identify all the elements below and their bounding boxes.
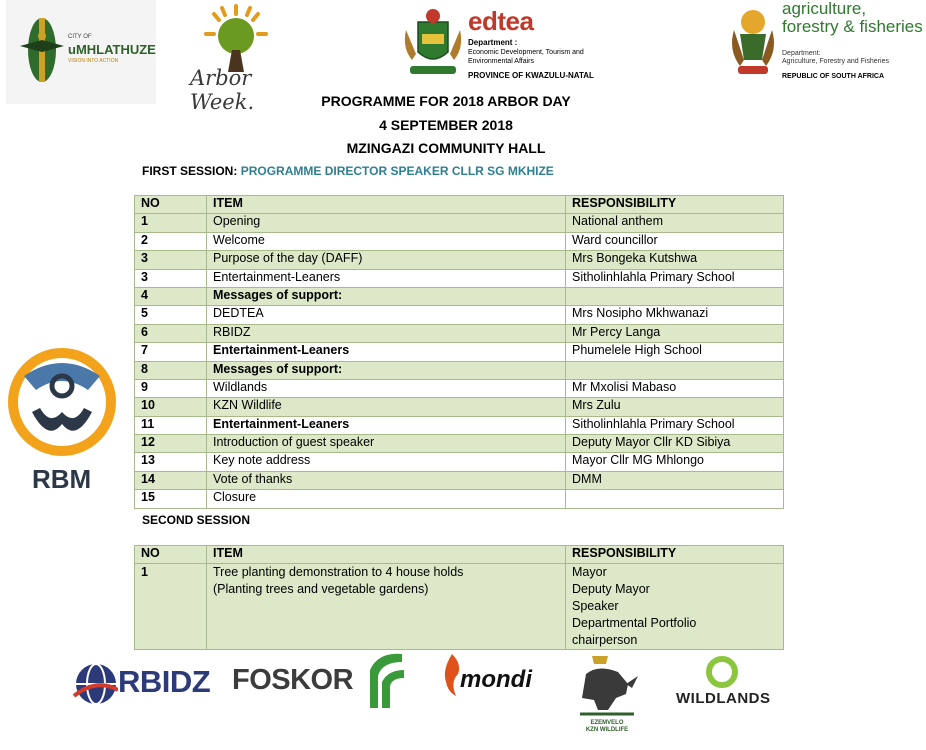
- wildlands-ring-icon: [676, 654, 776, 690]
- rbm-emblem-icon: [4, 346, 122, 464]
- row-responsibility: Mr Mxolisi Mabaso: [566, 379, 784, 397]
- responsibility-line: Deputy Mayor: [572, 582, 650, 597]
- globe-icon: [72, 656, 118, 712]
- table-row: [135, 398, 784, 416]
- programme-director: PROGRAMME DIRECTOR SPEAKER CLLR SG MKHIZE: [240, 164, 554, 178]
- row-item-line: (Planting trees and vegetable gardens): [213, 582, 429, 597]
- table-row: [135, 343, 784, 361]
- table-row: [135, 416, 784, 434]
- row-item: Entertainment-Leaners: [207, 416, 566, 434]
- umhlathuze-name: uMHLATHUZE: [68, 42, 156, 57]
- row-item-line: Tree planting demonstration to 4 house holds: [213, 565, 464, 580]
- second-session-table: [134, 545, 784, 650]
- table-row: [135, 251, 784, 269]
- column-header-responsibility: RESPONSIBILITY: [566, 196, 784, 214]
- rbm-text: RBM: [32, 464, 92, 494]
- row-responsibility: Ward councillor: [566, 232, 784, 250]
- row-responsibility: [566, 564, 784, 650]
- row-no: 12: [135, 435, 207, 453]
- row-responsibility: Mrs Bongeka Kutshwa: [566, 251, 784, 269]
- row-no: 14: [135, 471, 207, 489]
- umhlathuze-logo: [6, 0, 156, 104]
- row-responsibility: DMM: [566, 471, 784, 489]
- row-item: Purpose of the day (DAFF): [207, 251, 566, 269]
- row-responsibility: National anthem: [566, 214, 784, 232]
- first-session-label: FIRST SESSION:: [142, 164, 238, 178]
- first-session-table: [134, 195, 784, 509]
- row-item: Entertainment-Leaners: [207, 269, 566, 287]
- column-header-no: NO: [135, 546, 207, 564]
- responsibility-line: Speaker: [572, 599, 619, 614]
- sun-tree-icon: [188, 2, 320, 72]
- edtea-department-name: Economic Development, Tourism and Environmental Affairs: [468, 49, 584, 65]
- programme-title: PROGRAMME FOR 2018 ARBOR DAY: [321, 93, 571, 109]
- daff-department: [782, 50, 922, 66]
- column-header-responsibility: RESPONSIBILITY: [566, 546, 784, 564]
- row-no: 3: [135, 269, 207, 287]
- row-responsibility: [566, 287, 784, 305]
- row-responsibility: Mayor Cllr MG Mhlongo: [566, 453, 784, 471]
- table-row: [135, 453, 784, 471]
- foskor-logo: [230, 650, 408, 712]
- daff-logo: [726, 0, 924, 84]
- edtea-department-label: Department :: [468, 38, 518, 47]
- row-no: 1: [135, 564, 207, 650]
- table-row: [135, 564, 784, 650]
- daff-title-line2: forestry & fisheries: [782, 17, 923, 36]
- row-item: Messages of support:: [207, 361, 566, 379]
- ezemvelo-subtitle: KZN WILDLIFE: [585, 727, 629, 733]
- row-item: Introduction of guest speaker: [207, 435, 566, 453]
- umhlathuze-tagline: VISION INTO ACTION: [68, 58, 119, 64]
- row-item: DEDTEA: [207, 306, 566, 324]
- rbidz-logo: [72, 656, 217, 712]
- mondi-logo: [440, 652, 540, 702]
- foskor-leaf-icon: [230, 650, 408, 712]
- ezemvelo-text: [572, 720, 642, 734]
- row-item: [207, 564, 566, 650]
- wildlands-logo: [676, 654, 776, 710]
- rbidz-text: RBIDZ: [118, 664, 211, 699]
- ezemvelo-logo: [568, 654, 646, 740]
- column-header-item: ITEM: [207, 196, 566, 214]
- daff-title: [782, 0, 923, 36]
- row-no: 10: [135, 398, 207, 416]
- first-session-heading: [142, 164, 554, 178]
- row-responsibility: Phumelele High School: [566, 343, 784, 361]
- row-responsibility: Sitholinhlahla Primary School: [566, 269, 784, 287]
- wildlands-text: WILDLANDS: [676, 690, 771, 707]
- daff-department-label: Department:: [782, 50, 821, 57]
- column-header-item: ITEM: [207, 546, 566, 564]
- row-item: Opening: [207, 214, 566, 232]
- foskor-text: FOSKOR: [232, 664, 354, 696]
- row-item: Key note address: [207, 453, 566, 471]
- table-row: [135, 269, 784, 287]
- ezemvelo-name: EZEMVELO: [590, 720, 624, 726]
- row-no: 13: [135, 453, 207, 471]
- row-item: Closure: [207, 490, 566, 508]
- table-row: [135, 232, 784, 250]
- kzn-coat-of-arms-icon: [400, 4, 466, 84]
- row-responsibility: Sitholinhlahla Primary School: [566, 416, 784, 434]
- rbm-logo: [4, 346, 122, 496]
- row-item: Welcome: [207, 232, 566, 250]
- row-no: 3: [135, 251, 207, 269]
- row-responsibility: [566, 490, 784, 508]
- responsibility-line: Departmental Portfolio: [572, 616, 697, 631]
- row-responsibility: Mrs Zulu: [566, 398, 784, 416]
- arbor-week-logo: [188, 2, 320, 114]
- responsibility-line: Mayor: [572, 565, 607, 580]
- table-row: [135, 324, 784, 342]
- table-row: [135, 287, 784, 305]
- row-item: RBIDZ: [207, 324, 566, 342]
- responsibility-line: chairperson: [572, 633, 638, 648]
- programme-date: 4 SEPTEMBER 2018: [379, 117, 513, 133]
- arbor-week-text: Arbor Week.: [190, 66, 255, 114]
- daff-country: REPUBLIC OF SOUTH AFRICA: [782, 73, 885, 80]
- row-item: Wildlands: [207, 379, 566, 397]
- row-item: Messages of support:: [207, 287, 566, 305]
- daff-title-line1: agriculture,: [782, 0, 867, 18]
- row-no: 15: [135, 490, 207, 508]
- edtea-title: edtea: [468, 6, 534, 36]
- row-no: 8: [135, 361, 207, 379]
- second-session-heading: SECOND SESSION: [142, 513, 251, 527]
- row-responsibility: Mrs Nosipho Mkhwanazi: [566, 306, 784, 324]
- row-no: 5: [135, 306, 207, 324]
- table-row: [135, 435, 784, 453]
- rsa-coat-of-arms-icon: [726, 0, 780, 84]
- umhlathuze-emblem-icon: [6, 0, 66, 104]
- programme-venue: MZINGAZI COMMUNITY HALL: [346, 140, 546, 156]
- rhino-icon: [568, 654, 646, 720]
- edtea-province: PROVINCE OF KWAZULU-NATAL: [468, 71, 594, 80]
- edtea-logo: [400, 4, 610, 86]
- row-responsibility: Mr Percy Langa: [566, 324, 784, 342]
- row-no: 11: [135, 416, 207, 434]
- table-header-row: [135, 546, 784, 564]
- table-header-row: [135, 196, 784, 214]
- table-row: [135, 490, 784, 508]
- row-item: Entertainment-Leaners: [207, 343, 566, 361]
- row-responsibility: Deputy Mayor Cllr KD Sibiya: [566, 435, 784, 453]
- row-no: 9: [135, 379, 207, 397]
- row-no: 4: [135, 287, 207, 305]
- table-row: [135, 379, 784, 397]
- daff-department-name: Agriculture, Forestry and Fisheries: [782, 58, 889, 65]
- table-row: [135, 306, 784, 324]
- row-no: 1: [135, 214, 207, 232]
- table-row: [135, 471, 784, 489]
- row-item: KZN Wildlife: [207, 398, 566, 416]
- umhlathuze-city-label: CITY OF: [68, 34, 92, 40]
- row-no: 6: [135, 324, 207, 342]
- table-row: [135, 214, 784, 232]
- row-responsibility: [566, 361, 784, 379]
- row-no: 7: [135, 343, 207, 361]
- table-row: [135, 361, 784, 379]
- row-no: 2: [135, 232, 207, 250]
- column-header-no: NO: [135, 196, 207, 214]
- mondi-text: mondi: [460, 666, 532, 693]
- row-item: Vote of thanks: [207, 471, 566, 489]
